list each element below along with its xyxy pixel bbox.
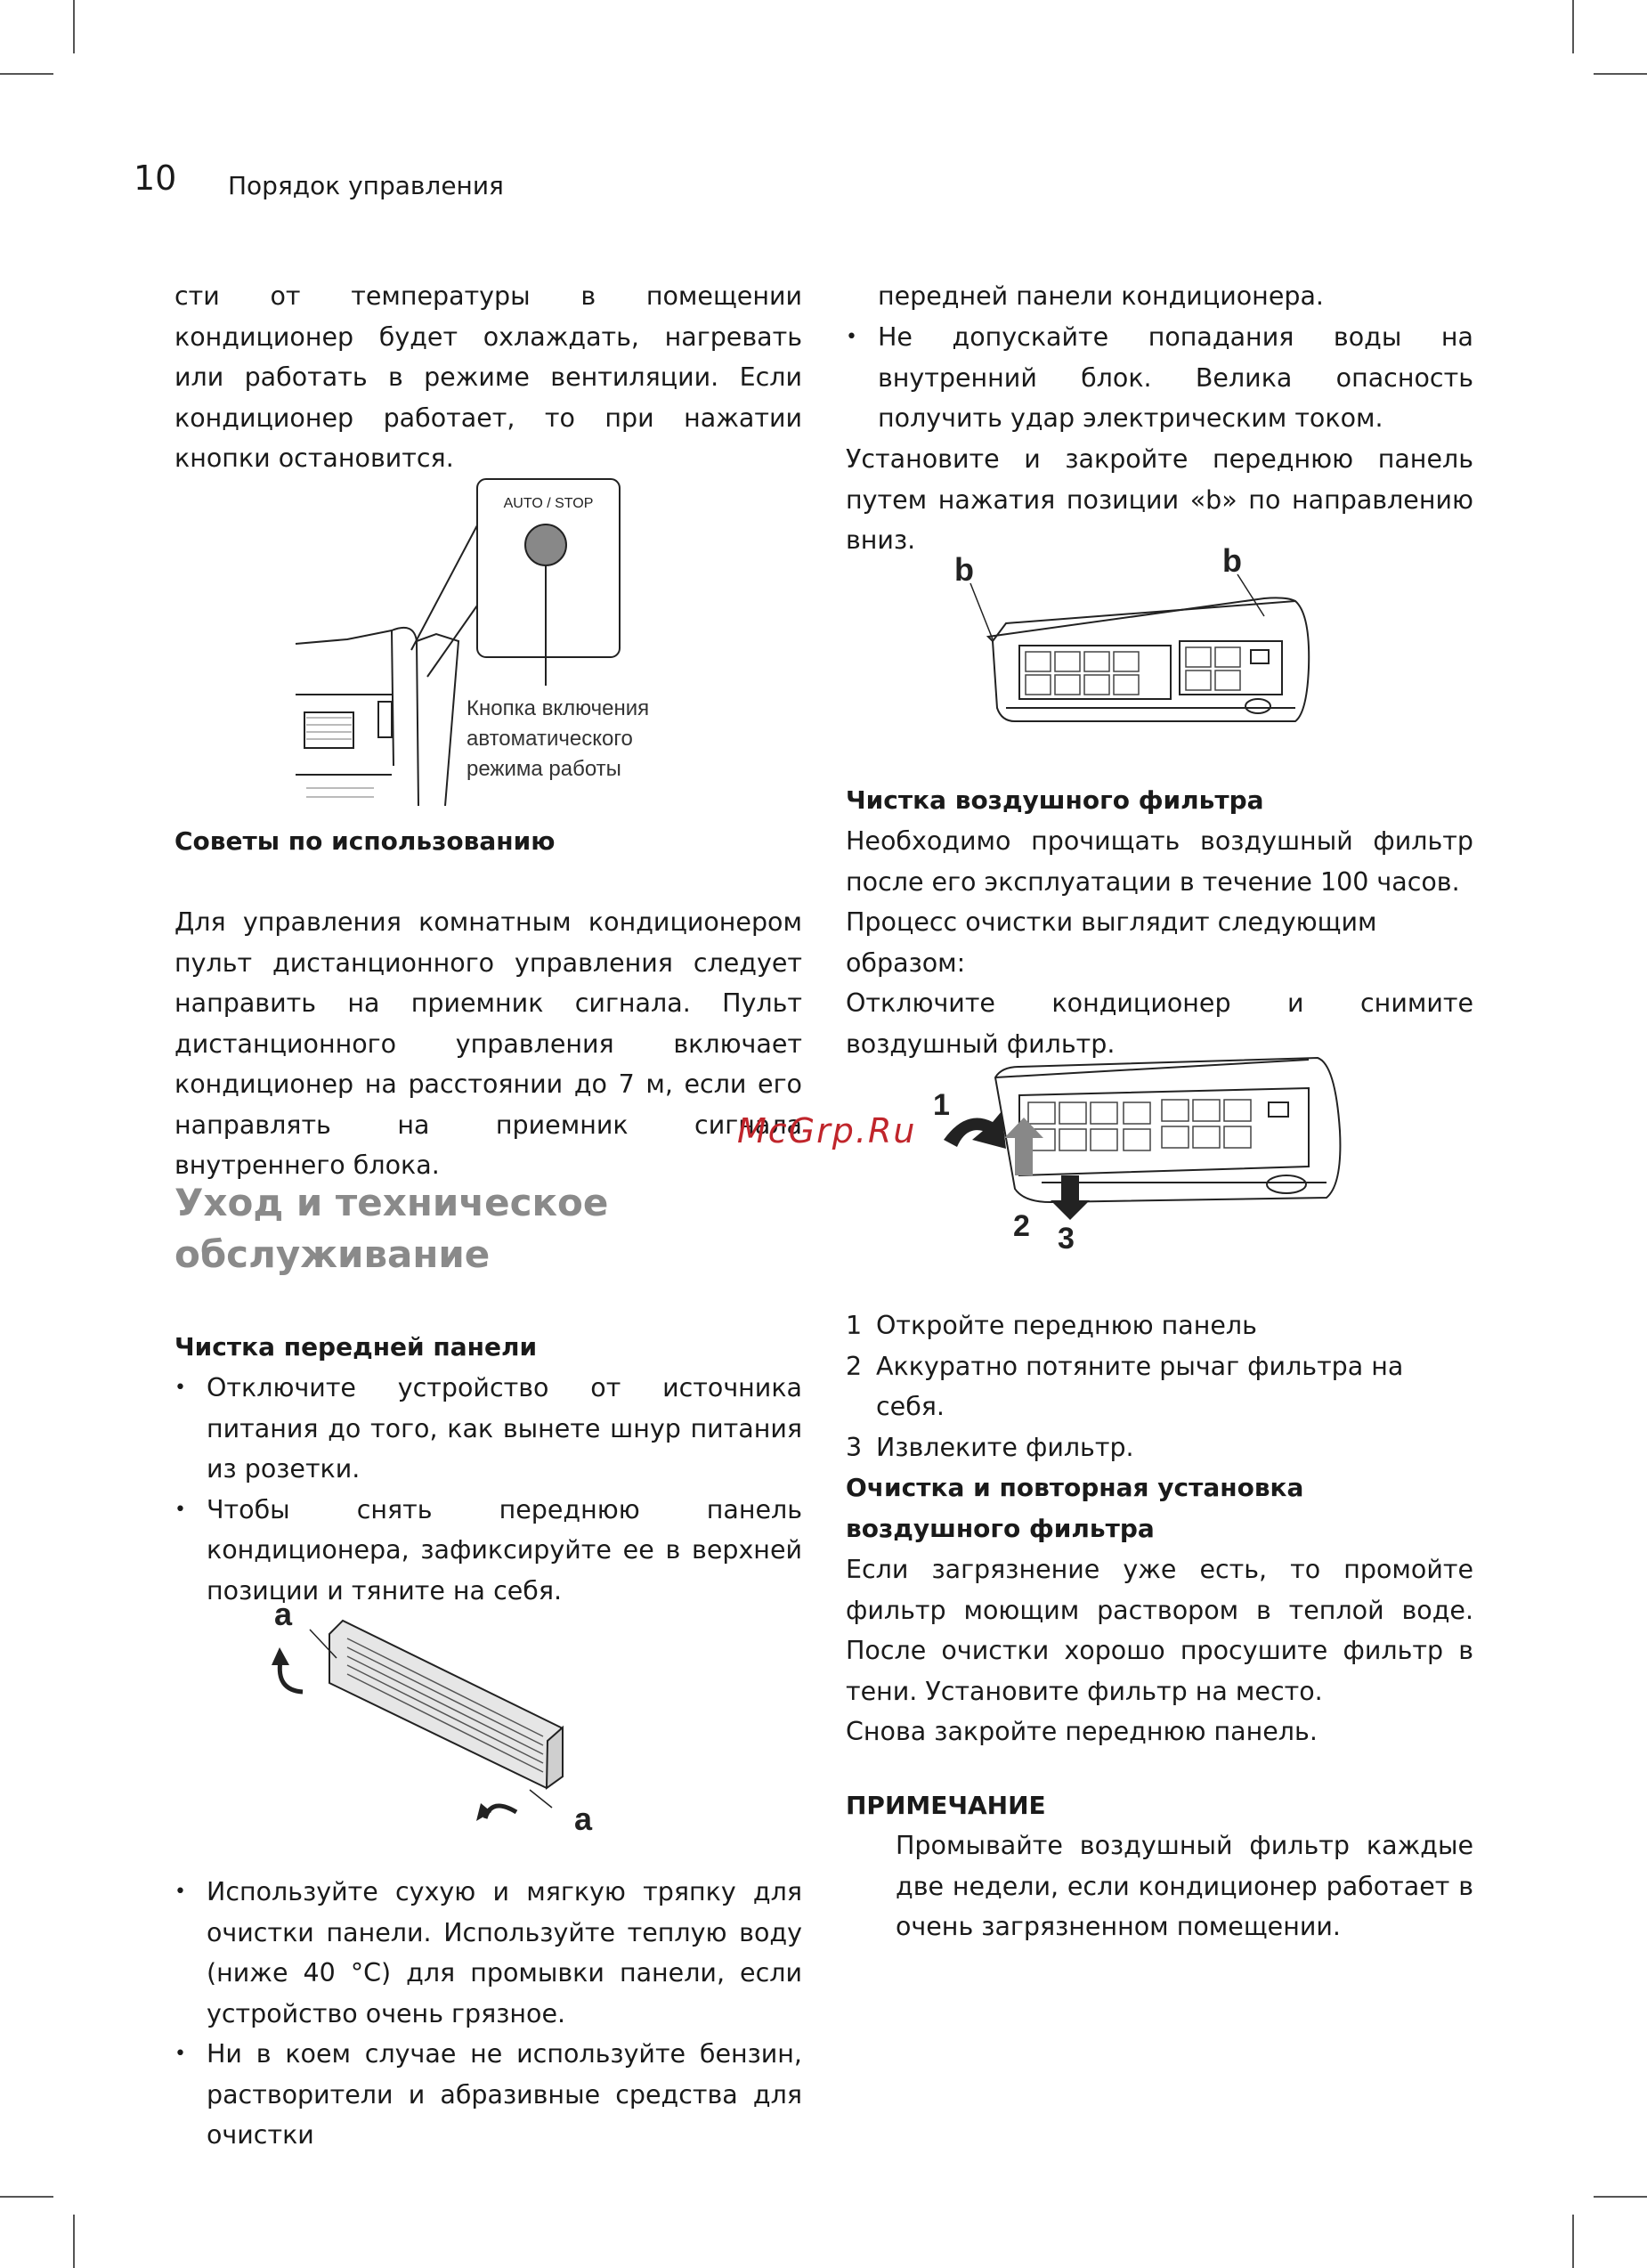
figure-label: a	[274, 1596, 293, 1632]
crop-mark	[73, 0, 75, 53]
panel-close-figure	[944, 534, 1318, 730]
front-panel-removal-figure	[258, 1594, 614, 1852]
bullet-list	[174, 1368, 802, 1611]
crop-mark	[1572, 0, 1574, 53]
care-heading	[174, 1177, 802, 1280]
button-label: AUTO / STOP	[503, 496, 594, 511]
crop-mark	[73, 2215, 75, 2268]
figure-caption-line: режима работы	[467, 757, 621, 781]
list-item: • Чтобы снять переднюю панель кондиционера, зафиксируйте ее в верхней позиции и тяните на себя.	[174, 1490, 802, 1612]
list-item: • Ни в коем случае не используйте бензин, растворители и абразивные средства для очистки	[174, 2034, 802, 2156]
filter-removal-figure	[917, 1042, 1344, 1256]
list-item: 1 Откройте переднюю панель	[846, 1311, 1257, 1340]
crop-mark	[1572, 2215, 1574, 2268]
reinstall-text	[846, 1549, 1473, 1752]
continued-text: передней панели кондиционера.	[878, 281, 1324, 311]
rotate-arrow-icon	[280, 1661, 303, 1692]
list-item: • Не допускайте попадания воды на внутренний блок. Велика опасность получить удар электрическим током.	[846, 317, 1473, 439]
figure-caption-line: автоматического	[467, 727, 633, 751]
reinstall-paragraph: Если загрязнение уже есть, то промойте фильтр моющим раствором в теплой воде. После очистки хорошо просушите фильтр в тени. Установите фильтр на место.	[846, 1555, 1473, 1706]
figure-label: b	[1222, 542, 1242, 579]
up-arrow-icon	[1004, 1118, 1043, 1175]
open-arrow-icon	[944, 1111, 1006, 1149]
filter-paragraph: Процесс очистки выглядит следующим образом:	[846, 907, 1377, 978]
reinstall-paragraph: Снова закройте переднюю панель.	[846, 1717, 1318, 1746]
figure-label: 1	[933, 1088, 950, 1122]
crop-mark	[0, 2196, 53, 2198]
list-item: 2 Аккуратно потяните рычаг фильтра на себя.	[846, 1351, 1404, 1421]
watermark: McGrp.Ru	[737, 1111, 917, 1150]
tips-heading: Советы по использованию	[174, 826, 556, 856]
figure-caption-line: Кнопка включения	[467, 696, 650, 720]
filter-text	[846, 821, 1473, 1064]
bullet-list	[174, 1872, 802, 2156]
running-header: Порядок управления	[228, 171, 504, 200]
care-heading-line: обслуживание	[174, 1232, 491, 1276]
list-item: 3 Извлеките фильтр.	[846, 1432, 1134, 1462]
intro-paragraph: сти от температуры в помещении кондиционер будет охлаждать, нагревать или работать в режиме вентиляции. Если кондиционер работает, то при нажатии кнопки остановится.	[174, 281, 802, 473]
list-item: • Используйте сухую и мягкую тряпку для очистки панели. Используйте теплую воду (ниже 40 °C) для промывки панели, если устройство очень грязное.	[174, 1872, 802, 2034]
page-number: 10	[134, 159, 177, 198]
figure-label: 2	[1013, 1209, 1030, 1243]
reinstall-heading: Очистка и повторная установка воздушного фильтра	[846, 1473, 1304, 1543]
steps-list	[846, 1305, 1473, 1467]
figure-label: 3	[1058, 1222, 1075, 1256]
note-heading: ПРИМЕЧАНИЕ	[846, 1791, 1046, 1820]
filter-paragraph: Отключите кондиционер и снимите воздушный фильтр.	[846, 988, 1473, 1059]
install-paragraph: Установите и закройте переднюю панель путем нажатия позиции «b» по направлению вниз.	[846, 444, 1473, 555]
tips-paragraph: Для управления комнатным кондиционером пульт дистанционного управления следует направить на приемник сигнала. Пульт дистанционного управления включает кондиционер на расстоянии до 7 м, если его направлять на приемник сигнала внутреннего блока.	[174, 907, 802, 1180]
filter-heading: Чистка воздушного фильтра	[846, 785, 1264, 815]
figure-label: b	[954, 551, 974, 588]
note-text: Промывайте воздушный фильтр каждые две недели, если кондиционер работает в очень загрязненном помещении.	[896, 1831, 1473, 1941]
auto-stop-button-icon	[525, 524, 566, 565]
figure-label: a	[574, 1801, 593, 1837]
front-panel-heading: Чистка передней панели	[174, 1332, 538, 1362]
crop-mark	[0, 73, 53, 75]
filter-paragraph: Необходимо прочищать воздушный фильтр после его эксплуатации в течение 100 часов.	[846, 826, 1473, 897]
bullet-list	[846, 317, 1473, 439]
care-heading-line: Уход и техническое	[174, 1181, 609, 1224]
list-item: • Отключите устройство от источника питания до того, как вынете шнур питания из розетки.	[174, 1368, 802, 1490]
auto-stop-figure	[294, 472, 703, 806]
crop-mark	[1594, 2196, 1647, 2198]
crop-mark	[1594, 73, 1647, 75]
